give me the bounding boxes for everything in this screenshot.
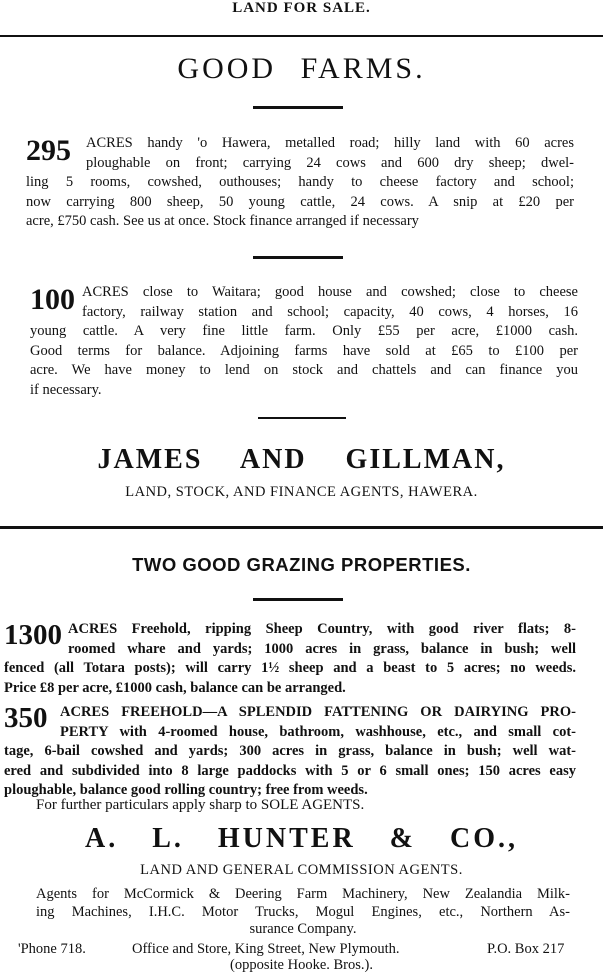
ad2-headline: TWO GOOD GRAZING PROPERTIES. [132, 554, 471, 575]
listing-line: roomed whare and yards; 1000 acres in grass, balance in bush; well [68, 640, 576, 657]
listing-line: ploughable, balance good rolling country; free from weeds. [4, 782, 368, 798]
listing-line: Good terms for balance. Adjoining farms have sold at £65 to £100 per [30, 342, 578, 359]
ad-divider [0, 526, 603, 529]
listing-line: acre. We have money to lend on stock and chattels and can finance you [30, 362, 578, 378]
headline-rule [253, 106, 343, 109]
contact-line: For further particulars apply sharp to SOLE AGENTS. [36, 797, 365, 813]
agent-description: LAND, STOCK, AND FINANCE AGENTS, HAWERA. [125, 484, 478, 500]
section-divider [0, 35, 603, 37]
agency-line: Agents for McCormick & Deering Farm Machinery, New Zealandia Milk- [36, 886, 570, 902]
listing-text [30, 283, 578, 400]
ad1-headline: GOOD FARMS. [177, 52, 426, 85]
listing-rule [253, 256, 343, 259]
listing-text [4, 703, 576, 801]
listing-line: tage, 6-bail cowshed and yards; 300 acres in grass, balance in bush; well wat- [4, 743, 576, 759]
listing-line: ACRES Freehold, ripping Sheep Country, with good river flats; 8- [68, 621, 576, 637]
agent-description: LAND AND GENERAL COMMISSION AGENTS. [140, 862, 463, 878]
listing-line: Price £8 per acre, £1000 cash, balance can be arranged. [4, 679, 346, 696]
listing-line: ACRES FREEHOLD—A SPLENDID FATTENING OR DAIRYING PRO- [60, 704, 576, 720]
listing-line: ACRES close to Waitara; good house and cowshed; close to cheese [82, 284, 578, 300]
footer-phone: 'Phone 718. [18, 941, 86, 957]
ornament-rule [258, 417, 346, 419]
agency-text [36, 886, 570, 939]
listing-number: 1300 [4, 619, 62, 651]
footer-note: (opposite Hooke. Bros.). [230, 957, 373, 973]
listing-line: if necessary. [30, 381, 102, 398]
listing-line: ploughable on front; carrying 24 cows and 600 dry sheep; dwel- [86, 154, 574, 171]
footer-office: Office and Store, King Street, New Plymouth. [132, 941, 400, 957]
headline-rule [253, 598, 343, 601]
agent-name: A. L. HUNTER & CO., [84, 823, 518, 854]
agent-name: JAMES AND GILLMAN, [97, 444, 506, 475]
footer-box: P.O. Box 217 [487, 941, 565, 957]
listing-number: 350 [4, 702, 48, 734]
listing-number: 100 [30, 283, 75, 316]
listing-text [4, 620, 576, 698]
listing-number: 295 [26, 134, 71, 167]
agency-line: ing Machines, I.H.C. Motor Trucks, Mogul Engines, etc., Northern As- [36, 903, 570, 920]
listing-line: PERTY with 4-roomed house, bathroom, washhouse, etc., and small cot- [60, 723, 576, 740]
listing-line: young cattle. A very fine little farm. Only £55 per acre, £1000 cash. [30, 323, 578, 339]
listing-line: ered and subdivided into 8 large paddocks with 5 or 6 small ones; 150 acres easy [4, 762, 576, 779]
listing-line: acre, £750 cash. See us at once. Stock finance arranged if necessary [26, 213, 419, 229]
listing-line: ACRES handy 'o Hawera, metalled road; hilly land with 60 acres [86, 135, 574, 151]
listing-line: factory, railway station and school; capacity, 40 cows, 4 horses, 16 [82, 303, 578, 320]
listing-line: ling 5 rooms, cowshed, outhouses; handy to cheese factory and school; [26, 174, 574, 190]
listing-text [26, 134, 574, 232]
listing-line: fenced (all Totara posts); will carry 1½ sheep and a beast to 5 acres; no weeds. [4, 660, 576, 676]
listing-line: now carrying 800 sheep, 50 young cattle, 24 cows. A snip at £20 per [26, 193, 574, 210]
agency-line: surance Company. [249, 921, 357, 937]
section-title: LAND FOR SALE. [232, 0, 371, 16]
